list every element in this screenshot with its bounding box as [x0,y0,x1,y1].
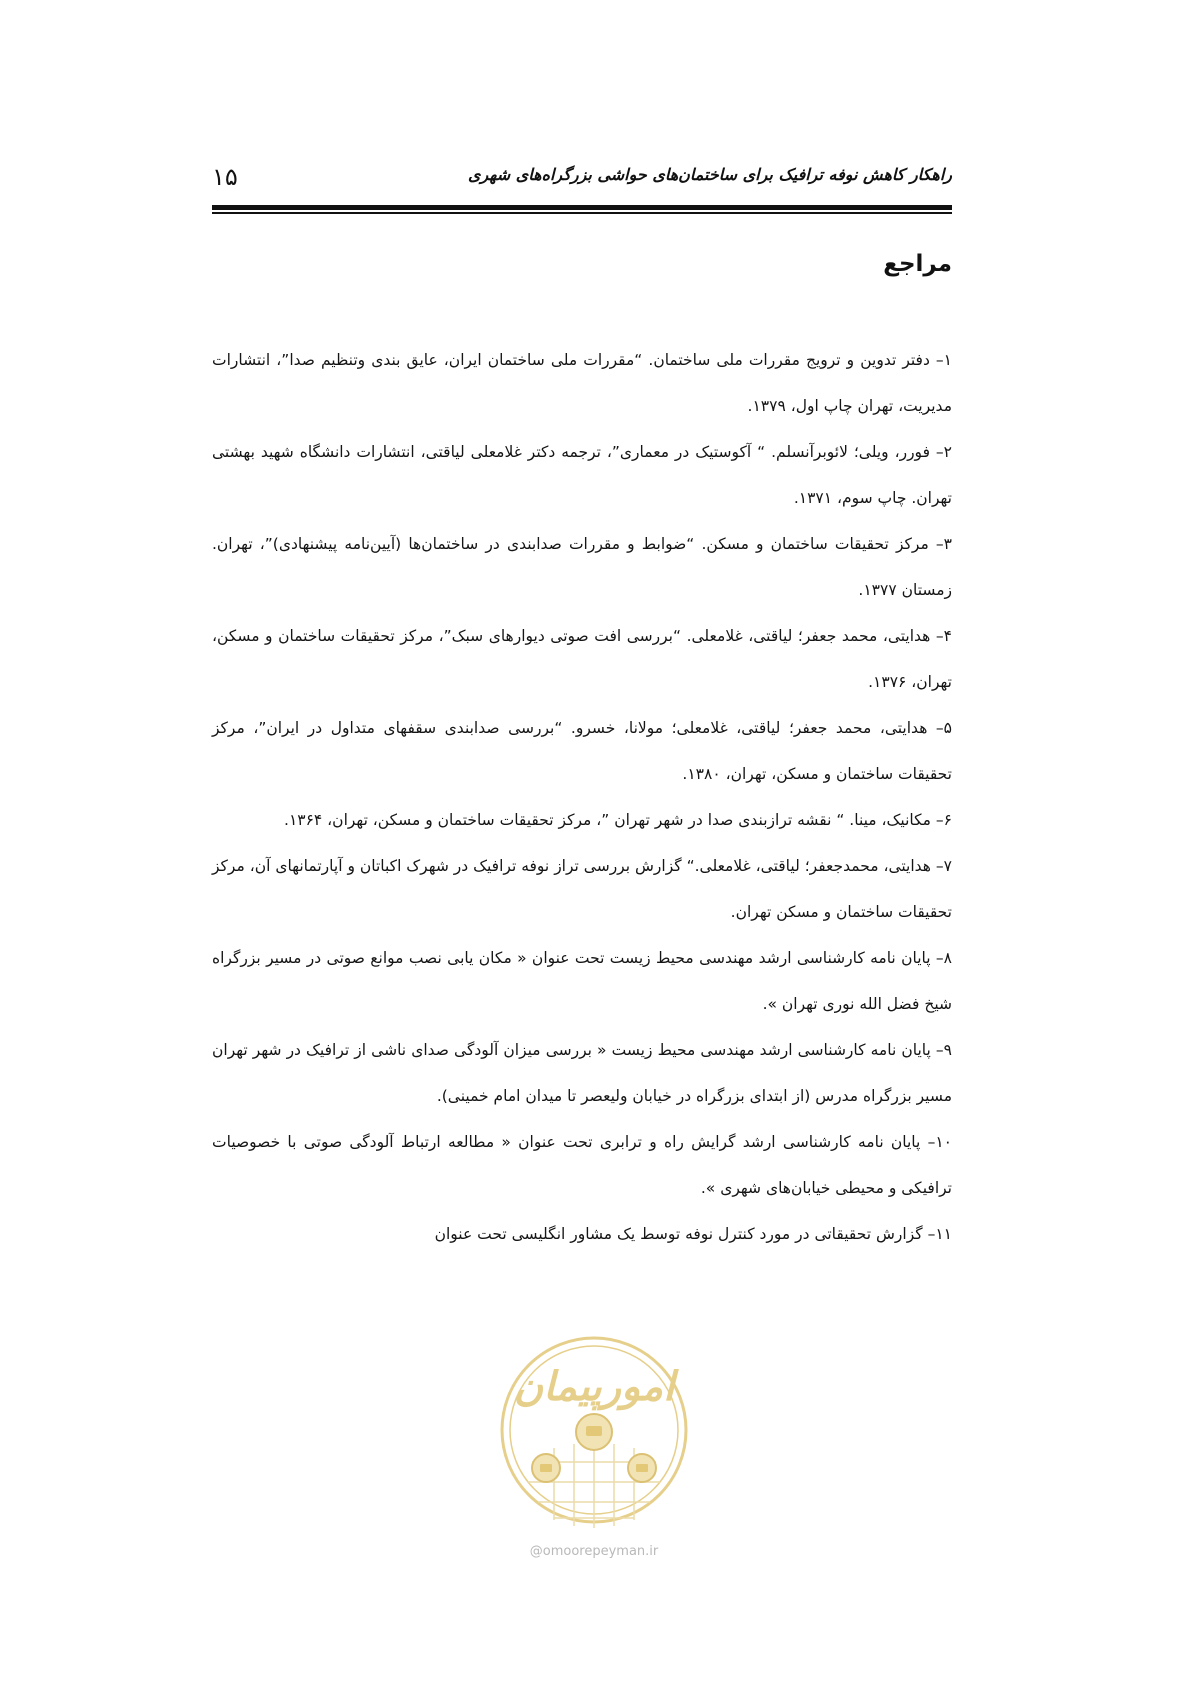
reference-item: ۱۱– گزارش تحقیقاتی در مورد کنترل نوفه توسط یک مشاور انگلیسی تحت عنوان [434,1225,952,1243]
header-rule-thick [212,205,952,210]
reference-item: ۲– فورر، ویلی؛ لائوبرآنسلم. “ آکوستیک در معماری”، ترجمه دکتر غلامعلی لیاقتی، انتشارات دانشگاه شهید بهشتی تهران. چاپ سوم، ۱۳۷۱. [212,443,952,507]
reference-item: ۸– پایان نامه کارشناسی ارشد مهندسی محیط زیست تحت عنوان « مکان یابی نصب موانع صوتی در مسیر بزرگراه شیخ فضل الله نوری تهران ». [212,949,952,1013]
reference-item: ۹– پایان نامه کارشناسی ارشد مهندسی محیط زیست « بررسی میزان آلودگی صدای ناشی از ترافیک در شهر تهران مسیر بزرگراه مدرس (از ابتدای بزرگراه در خیابان ولیعصر تا میدان امام خمینی). [212,1041,952,1105]
reference-item: ۱۰– پایان نامه کارشناسی ارشد گرایش راه و ترابری تحت عنوان « مطالعه ارتباط آلودگی صوتی با خصوصیات ترافیکی و محیطی خیابان‌های شهری ». [212,1133,952,1197]
reference-item: ۳– مرکز تحقیقات ساختمان و مسکن. “ضوابط و مقررات صدابندی در ساختمان‌ها (آیین‌نامه پیشنهادی)”، تهران. زمستان ۱۳۷۷. [212,535,952,599]
reference-item: ۵– هدایتی، محمد جعفر؛ لیاقتی، غلامعلی؛ مولانا، خسرو. “بررسی صدابندی سقفهای متداول در ایران”، مرکز تحقیقات ساختمان و مسکن، تهران، ۱۳۸۰. [212,719,952,783]
reference-item: ۶– مکانیک، مینا. “ نقشه ترازبندی صدا در شهر تهران ”، مرکز تحقیقات ساختمان و مسکن، تهران، ۱۳۶۴. [284,811,952,829]
running-title: راهکار کاهش نوفه ترافیک برای ساختمان‌های حواشی بزرگراه‌های شهری [468,165,952,184]
watermark-logo-icon [494,1322,694,1540]
references-list [212,337,952,1257]
reference-item: ۴– هدایتی، محمد جعفر؛ لیاقتی، غلامعلی. “بررسی افت صوتی دیوارهای سبک”، مرکز تحقیقات ساختمان و مسکن، تهران، ۱۳۷۶. [212,627,952,691]
running-header [212,164,952,200]
reference-item: ۱– دفتر تدوین و ترویج مقررات ملی ساختمان. “مقررات ملی ساختمان ایران، عایق بندی وتنظیم صدا”، انتشارات مدیریت، تهران چاپ اول، ۱۳۷۹. [212,351,952,415]
watermark [494,1322,694,1562]
page-number: ۱۵ [212,163,238,191]
watermark-logo-text: امورپیمان [513,1364,675,1410]
watermark-caption: @omoorepeyman.ir [529,1544,659,1559]
reference-item: ۷– هدایتی، محمدجعفر؛ لیاقتی، غلامعلی.“ گزارش بررسی تراز نوفه ترافیک در شهرک اکباتان و آپارتمانهای آن، مرکز تحقیقات ساختمان و مسکن تهران. [212,857,952,921]
section-heading: مراجع [883,251,952,277]
header-rule-thin [212,212,952,214]
